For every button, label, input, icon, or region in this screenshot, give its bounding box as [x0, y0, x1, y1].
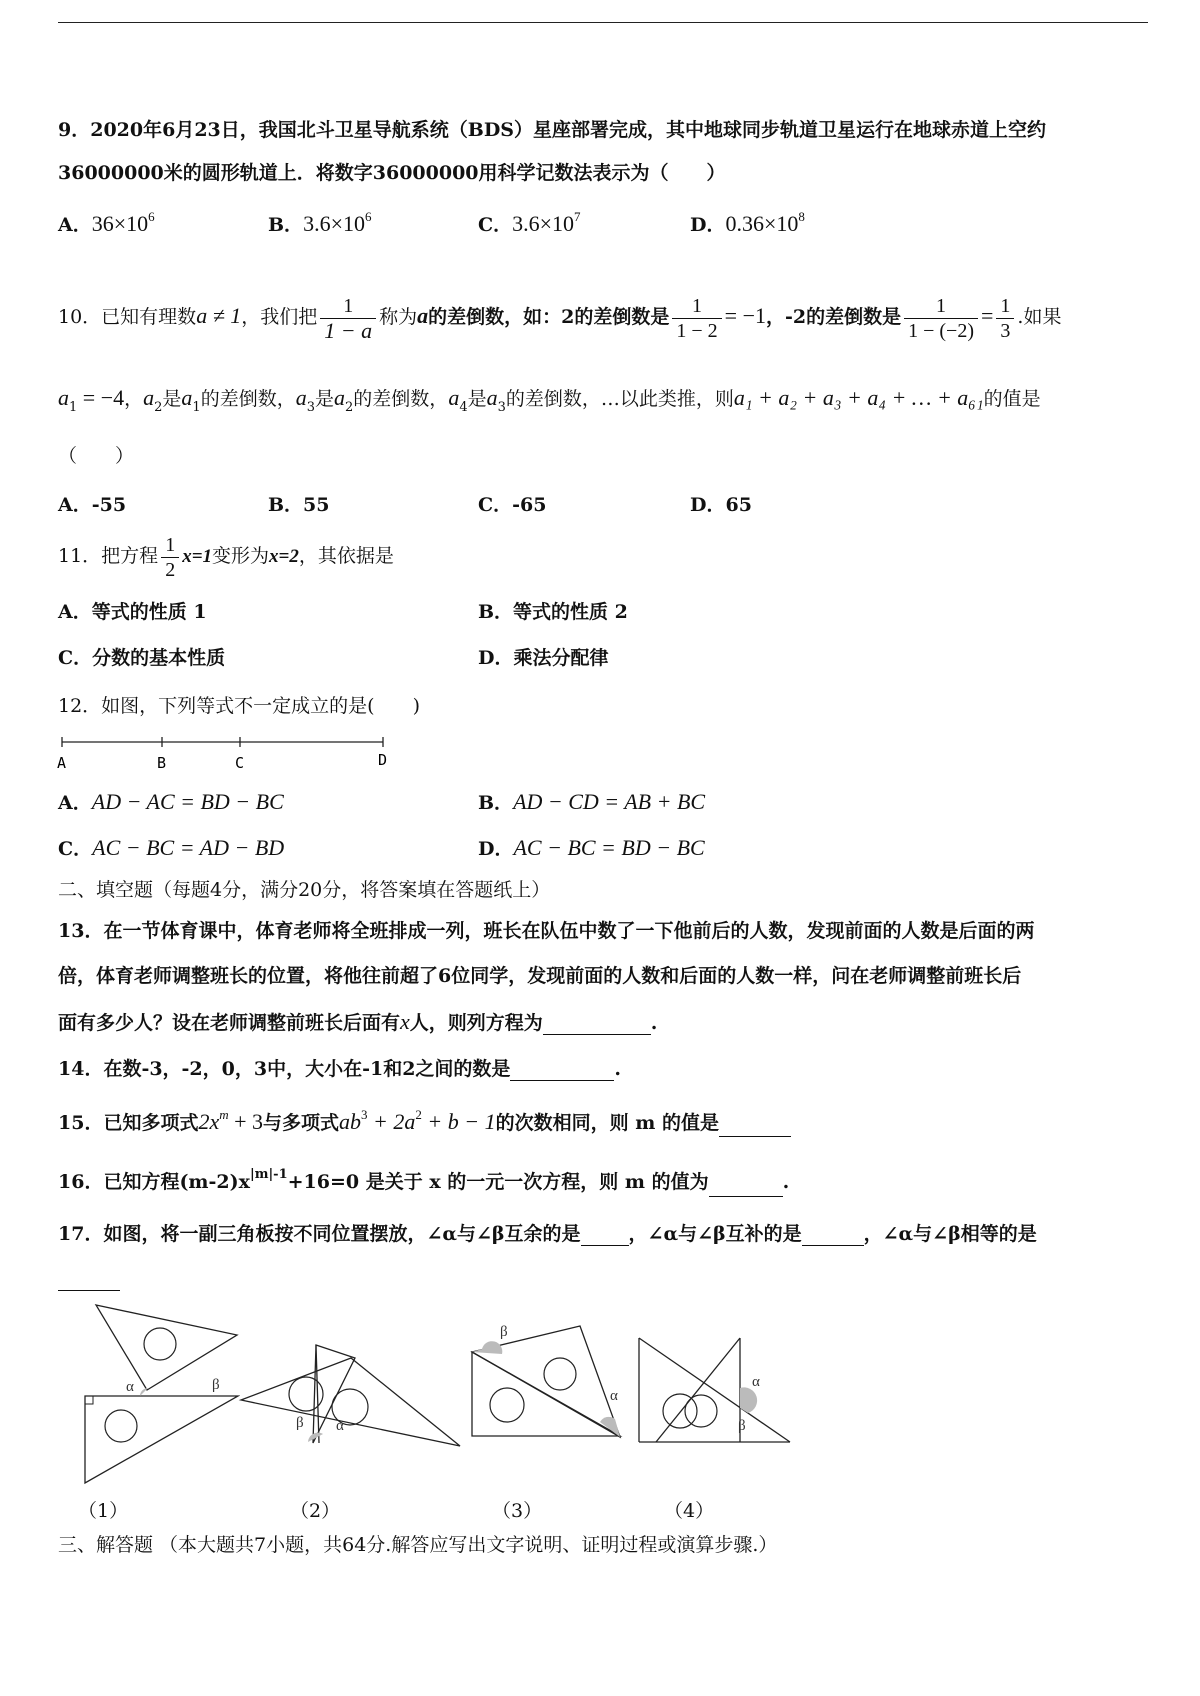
q10-option-b[interactable]: B．55: [268, 494, 330, 516]
fraction-1-over-1-minus-2: $\frac{1}{1 - 2}$: [672, 294, 721, 343]
q9-option-b[interactable]: B．$3.6\times 10^6$: [268, 209, 372, 236]
segment-figure: [50, 728, 410, 774]
q17-blank-supplementary[interactable]: [802, 1227, 864, 1246]
q9-option-c[interactable]: C．$3.6\times 10^7$: [478, 209, 581, 236]
figure-4: [636, 1336, 796, 1448]
q11-option-d[interactable]: D．乘法分配律: [478, 647, 609, 669]
q10-paren: （ ）: [58, 445, 135, 467]
q12-option-b[interactable]: B．AD − CD = AB + BC: [478, 789, 706, 814]
point-d-label: D: [378, 751, 388, 769]
figure-3: [470, 1314, 630, 1444]
q9-option-d[interactable]: D．$0.36\times 10^8$: [690, 209, 805, 236]
q17-blank-equal[interactable]: [58, 1272, 120, 1291]
q10-option-c[interactable]: C．-65: [478, 494, 547, 516]
q13-line2: 倍，体育老师调整班长的位置，将他往前超了6位同学，发现前面的人数和后面的人数一样，问在老师调整前班长后: [58, 965, 1022, 987]
q10-option-d[interactable]: D．65: [690, 494, 752, 516]
fig1-alpha: α: [126, 1379, 134, 1395]
q15-answer-blank[interactable]: [719, 1118, 791, 1137]
q16-answer-blank[interactable]: [709, 1178, 783, 1197]
fig4-beta: β: [738, 1418, 746, 1434]
fraction-1-over-1-minus-a: $\frac{1}{1 - a}$: [320, 294, 376, 343]
q9-line1: 9．2020年6月23日，我国北斗卫星导航系统（BDS）星座部署完成，其中地球同步轨道卫星运行在地球赤道上空约: [58, 119, 1047, 141]
q9-option-a[interactable]: A．$36\times 10^6$: [58, 209, 155, 236]
q11-option-a[interactable]: A．等式的性质 1: [58, 601, 207, 623]
q11-line: 11．把方程 $\frac{1}{2}$ x=1变形为x=2，其依据是: [58, 533, 394, 581]
q15-line: 15．已知多项式$2x^m + 3$与多项式$ab^3 + 2a^2 + b - 1$的次数相同，则 m 的值是: [58, 1110, 791, 1137]
q11-option-c[interactable]: C．分数的基本性质: [58, 647, 226, 669]
point-a-label: A: [57, 754, 67, 772]
fig2-beta: β: [296, 1415, 304, 1431]
q9-line2: 36000000米的圆形轨道上．将数字36000000用科学记数法表示为（ ）: [58, 162, 726, 184]
figure-2: [238, 1338, 468, 1450]
fraction-1-over-1-minus-neg2: $\frac{1}{1 - (-2)}$: [904, 294, 978, 343]
q12-option-c[interactable]: C．AC − BC = AD − BD: [58, 835, 285, 860]
q13-line3: 面有多少人？设在老师调整前班长后面有x人，则列方程为 .: [58, 1009, 658, 1034]
top-rule: [58, 22, 1148, 23]
q12-option-d[interactable]: D．AC − BC = BD − BC: [478, 835, 705, 860]
figure-1-caption: （1）: [78, 1500, 129, 1522]
q17-line: 17．如图，将一副三角板按不同位置摆放，∠α与∠β互余的是 ，∠α与∠β互补的是 ，∠α与∠β相等的是: [58, 1223, 1037, 1245]
fig2-alpha: α: [336, 1418, 344, 1434]
q10-line1: 10．已知有理数a ≠ 1，我们把 $\frac{1}{1 - a}$ 称为a的差倒数，如：2的差倒数是 $\frac{1}{1 - 2}$ = −1，-2的差倒数是 $\frac{1}{1 - (-2)}$ = $\frac{1}{3}$ .如果: [58, 294, 1062, 343]
section-3-heading: 三、解答题 （本大题共7小题，共64分.解答应写出文字说明、证明过程或演算步骤.）: [58, 1534, 778, 1556]
q14-line: 14．在数-3，-2，0，3中，大小在-1和2之间的数是 .: [58, 1058, 622, 1080]
section-2-heading: 二、填空题（每题4分，满分20分，将答案填在答题纸上）: [58, 879, 551, 901]
q16-line: 16．已知方程$(m-2)x^{|m|-1}+16=0$ 是关于 x 的一元一次方程，则 m 的值为 .: [58, 1170, 789, 1197]
q12-option-a[interactable]: A．AD − AC = BD − BC: [58, 789, 284, 814]
figure-4-caption: （4）: [664, 1500, 715, 1522]
q12-title: 12．如图，下列等式不一定成立的是( ): [58, 695, 421, 717]
q13-answer-blank[interactable]: [543, 1016, 651, 1035]
q10-option-a[interactable]: A．-55: [58, 494, 127, 516]
point-c-label: C: [235, 754, 245, 772]
figure-2-caption: （2）: [290, 1500, 341, 1522]
fig4-alpha: α: [752, 1374, 760, 1390]
figure-3-caption: （3）: [492, 1500, 543, 1522]
q13-line1: 13．在一节体育课中，体育老师将全班排成一列，班长在队伍中数了一下他前后的人数，发现前面的人数是后面的两: [58, 920, 1035, 942]
fraction-1-over-3: $\frac{1}{3}$: [996, 294, 1014, 343]
fig3-beta: β: [500, 1324, 508, 1340]
fig3-alpha: α: [610, 1388, 618, 1404]
q10-line2: $a_1 = -4$，$a_2$是$a_1$的差倒数，$a_3$是$a_2$的差倒数，$a_4$是$a_3$的差倒数，…以此类推，则a₁ + a₂ + a₃ + a₄ + … + a₆₁的值是: [58, 385, 1041, 415]
q11-option-b[interactable]: B．等式的性质 2: [478, 601, 628, 623]
figure-1: [80, 1300, 240, 1490]
point-b-label: B: [157, 754, 167, 772]
q17-blank-complementary[interactable]: [581, 1227, 629, 1246]
fig1-beta: β: [212, 1377, 220, 1393]
q14-answer-blank[interactable]: [510, 1062, 614, 1081]
sum-expression: a₁ + a₂ + a₃ + a₄ + … + a₆₁: [733, 385, 984, 410]
